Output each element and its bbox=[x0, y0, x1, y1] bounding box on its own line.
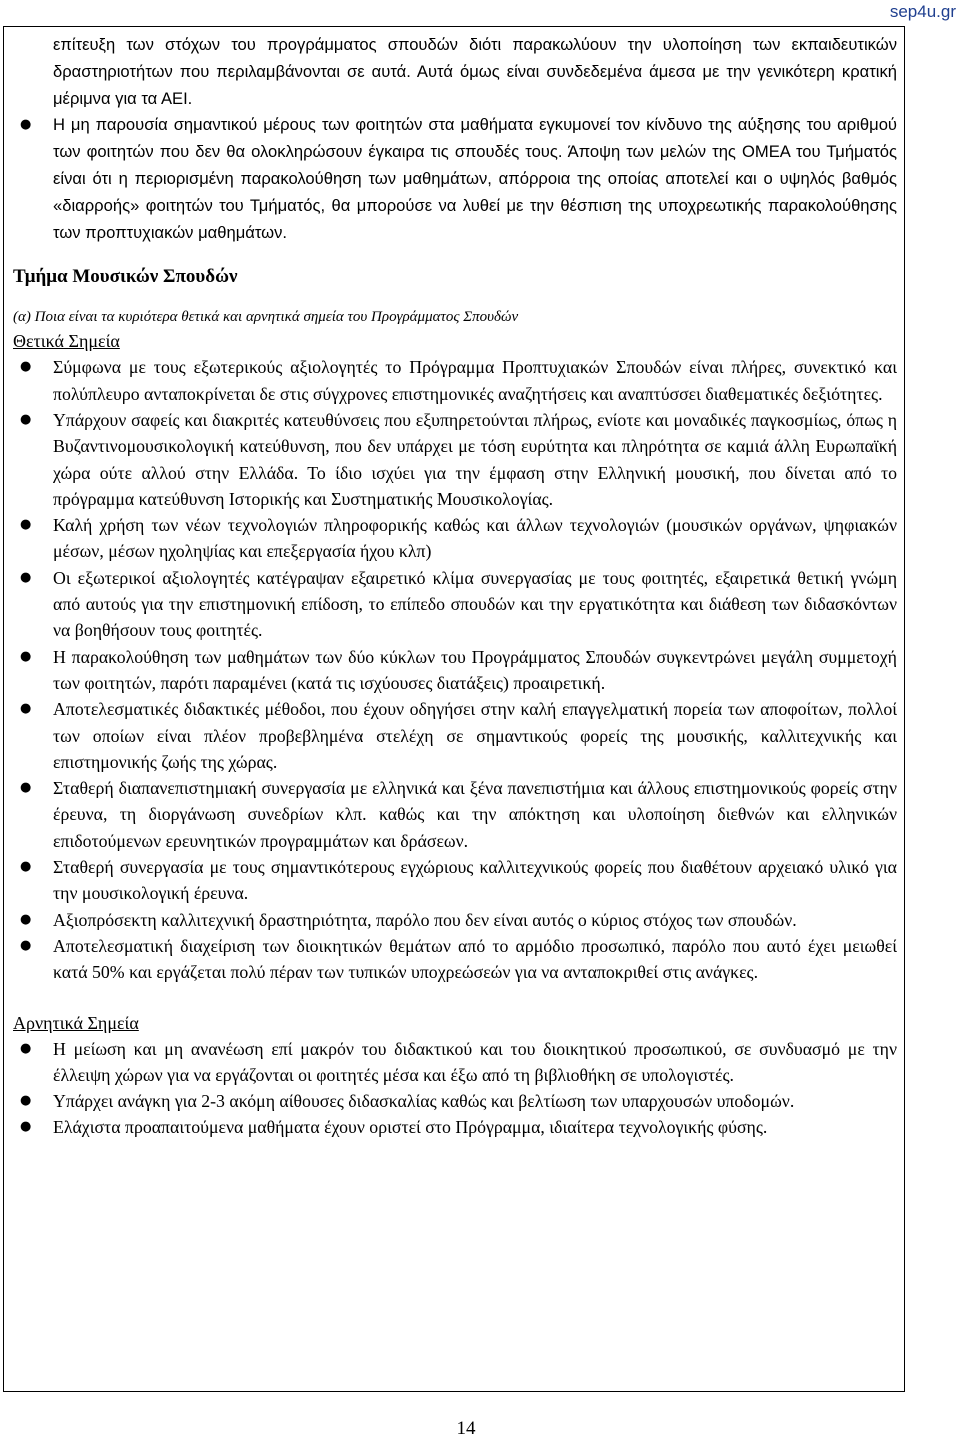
bullet-icon: ● bbox=[20, 859, 32, 875]
page-number: 14 bbox=[456, 1418, 476, 1439]
list-item-text: Σύμφωνα με τους εξωτερικούς αξιολογητές το Πρόγραμμα Προπτυχιακών Σπουδών είναι πλήρες, συνεκτικό και πολύπλευρο ανταποκρίνεται δε στις σύγχρονες επιστημονικές αναζητήσεις και αναπτύσσει διαθεματικές δεξιότητες. bbox=[53, 357, 897, 404]
list-item-text: Σταθερή συνεργασία με τους σημαντικότερους εγχώριους καλλιτεχνικούς φορείς που διαθέτουν αρχειακό υλικό για την μουσικολογική έρευνα. bbox=[53, 857, 897, 904]
list-item-text: Ελάχιστα προαπαιτούμενα μαθήματα έχουν οριστεί στο Πρόγραμμα, ιδιαίτερα τεχνολογικής φύσης. bbox=[53, 1117, 768, 1138]
list-item bbox=[13, 1114, 897, 1140]
bullet-icon: ● bbox=[20, 937, 32, 953]
list-item-text: Οι εξωτερικοί αξιολογητές κατέγραψαν εξαιρετικό κλίμα συνεργασίας με τους φοιτητές, εξαιρετικά θετική γνώμη από αυτούς για την επιστημονική επίδοση, το επίπεδο σπουδών και την εργατικότητα και διάθεση των διδασκόντων να βοηθήσουν τους φοιτητές. bbox=[53, 567, 897, 641]
negative-points-list bbox=[13, 1036, 897, 1141]
list-item bbox=[13, 696, 897, 775]
list-item-text: Η παρακολούθηση των μαθημάτων των δύο κύκλων του Προγράμματος Σπουδών συγκεντρώνει μεγάλη συμμετοχή των φοιτητών, παρότι παραμένει (κατά τις ισχύουσες διατάξεις) προαιρετική. bbox=[53, 646, 897, 693]
list-item bbox=[13, 512, 897, 565]
intro-bullet-item bbox=[13, 112, 897, 246]
bullet-icon: ● bbox=[20, 411, 32, 427]
bullet-icon: ● bbox=[20, 569, 32, 585]
list-item-text: Η μείωση και μη ανανέωση επί μακρόν του διδακτικού και του διοικητικού προσωπικού, σε συνδυασμό με την έλλειψη χώρων για να εργάζονται οι φοιτητές μέσα και έξω από τη βιβλιοθήκη σε υπολογιστές. bbox=[53, 1038, 897, 1085]
bullet-icon: ● bbox=[20, 911, 32, 927]
intro-continuation: επίτευξη των στόχων του προγράμματος σπουδών διότι παρακωλύουν την υλοποίηση των εκπαιδευτικών δραστηριοτήτων που περιλαμβάνονται σε αυτά. Αυτά όμως είναι συνδεδεμένα άμεσα με την γενικότερη κρατική μέριμνα για τα ΑΕΙ. bbox=[53, 35, 897, 108]
list-item bbox=[13, 644, 897, 697]
list-item-text: Η μη παρουσία σημαντικού μέρους των φοιτητών στα μαθήματα εγκυμονεί τον κίνδυνο της αύξησης του αριθμού των φοιτητών που δεν θα ολοκληρώσουν έγκαιρα τις σπουδές τους. Άποψη των μελών της ΟΜΕΑ του Τμήματός είναι ότι η περιορισμένη παρακολούθηση των μαθημάτων, απόρροια της οποίας αποτελεί και ο υψηλός βαθμός «διαρροής» φοιτητών του Τμήματός, θα μπορούσε να λυθεί με την θέσπιση της υποχρεωτικής παρακολούθησης των προπτυχιακών μαθημάτων. bbox=[53, 115, 897, 242]
list-item-text: Υπάρχει ανάγκη για 2-3 ακόμη αίθουσες διδασκαλίας καθώς και βελτίωση των υπαρχουσών υποδομών. bbox=[53, 1091, 795, 1112]
list-item bbox=[13, 407, 897, 512]
bullet-icon: ● bbox=[20, 1093, 32, 1109]
list-item bbox=[13, 854, 897, 907]
question-heading: (α) Ποια είναι τα κυριότερα θετικά και αρνητικά σημεία του Προγράμματος Σπουδών bbox=[13, 309, 519, 326]
positive-points-heading: Θετικά Σημεία bbox=[13, 331, 120, 352]
list-item bbox=[13, 1088, 897, 1114]
bullet-icon: ● bbox=[20, 780, 32, 796]
department-title: Τμήμα Μουσικών Σπουδών bbox=[13, 266, 238, 288]
list-item-text: Καλή χρήση των νέων τεχνολογιών πληροφορικής καθώς και άλλων τεχνολογιών (μουσικών οργάνων, ψηφιακών μέσων, μέσων ηχοληψίας και επεξεργασία ήχου κλπ) bbox=[53, 515, 897, 562]
bullet-icon: ● bbox=[20, 117, 32, 133]
list-item-text: Αξιοπρόσεκτη καλλιτεχνική δραστηριότητα, παρόλο που δεν είναι αυτός ο κύριος στόχος των σπουδών. bbox=[53, 909, 797, 930]
bullet-icon: ● bbox=[20, 1119, 32, 1135]
page-content bbox=[13, 32, 897, 1141]
bullet-icon: ● bbox=[20, 701, 32, 717]
list-item bbox=[13, 907, 897, 933]
negative-points-heading: Αρνητικά Σημεία bbox=[13, 1012, 139, 1033]
intro-bullet-list bbox=[13, 112, 897, 246]
list-item bbox=[13, 1036, 897, 1089]
site-watermark: sep4u.gr bbox=[889, 2, 956, 21]
list-item bbox=[13, 775, 897, 854]
list-item bbox=[13, 565, 897, 644]
list-item-text: Σταθερή διαπανεπιστημιακή συνεργασία με ελληνικά και ξένα πανεπιστήμια και άλλους επιστημονικούς φορείς στην έρευνα, τη διοργάνωση συνεδρίων κλπ. καθώς και την απόκτηση και υλοποίηση διεθνών και ελληνικών επιδοτούμενων ερευνητικών προγραμμάτων και δράσεων. bbox=[53, 778, 897, 851]
list-item bbox=[13, 354, 897, 407]
bullet-icon: ● bbox=[20, 359, 32, 375]
list-item bbox=[13, 933, 897, 986]
bullet-icon: ● bbox=[20, 648, 32, 664]
list-item-text: Υπάρχουν σαφείς και διακριτές κατευθύνσεις που εξυπηρετούνται πλήρως, ενίοτε και μοναδικές παγκοσμίως, όπως η Βυζαντινομουσικολογική κατεύθυνση, που δεν υπάρχει με τόση ευρύτητα και πληρότητα σε καμιά άλλη Ευρωπαϊκή χώρα ούτε αλλού στην Ελλάδα. Το ίδιο ισχύει για την έμφαση στην Ελληνική μουσική, που δίνεται από το πρόγραμμα κατεύθυνση Ιστορικής και Συστηματικής Μουσικολογίας. bbox=[53, 409, 897, 509]
bullet-icon: ● bbox=[20, 517, 32, 533]
list-item-text: Αποτελεσματικές διδακτικές μέθοδοι, που έχουν οδηγήσει στην καλή επαγγελματική πορεία των αποφοίτων, πολλοί των οποίων είναι πλέον προβεβλημένα στελέχη σε σημαντικούς φορείς της μουσικής, καλλιτεχνικής και επιστημονικής ζωής της χώρας. bbox=[53, 699, 897, 772]
positive-points-list bbox=[13, 354, 897, 985]
bullet-icon: ● bbox=[20, 1040, 32, 1056]
list-item-text: Αποτελεσματική διαχείριση των διοικητικών θεμάτων από το αρμόδιο προσωπικό, παρόλο που αυτό έχει μειωθεί κατά 50% και εργάζεται πολύ πέραν των τυπικών υποχρεώσεών για να ανταποκριθεί στις ανάγκες. bbox=[53, 935, 897, 983]
